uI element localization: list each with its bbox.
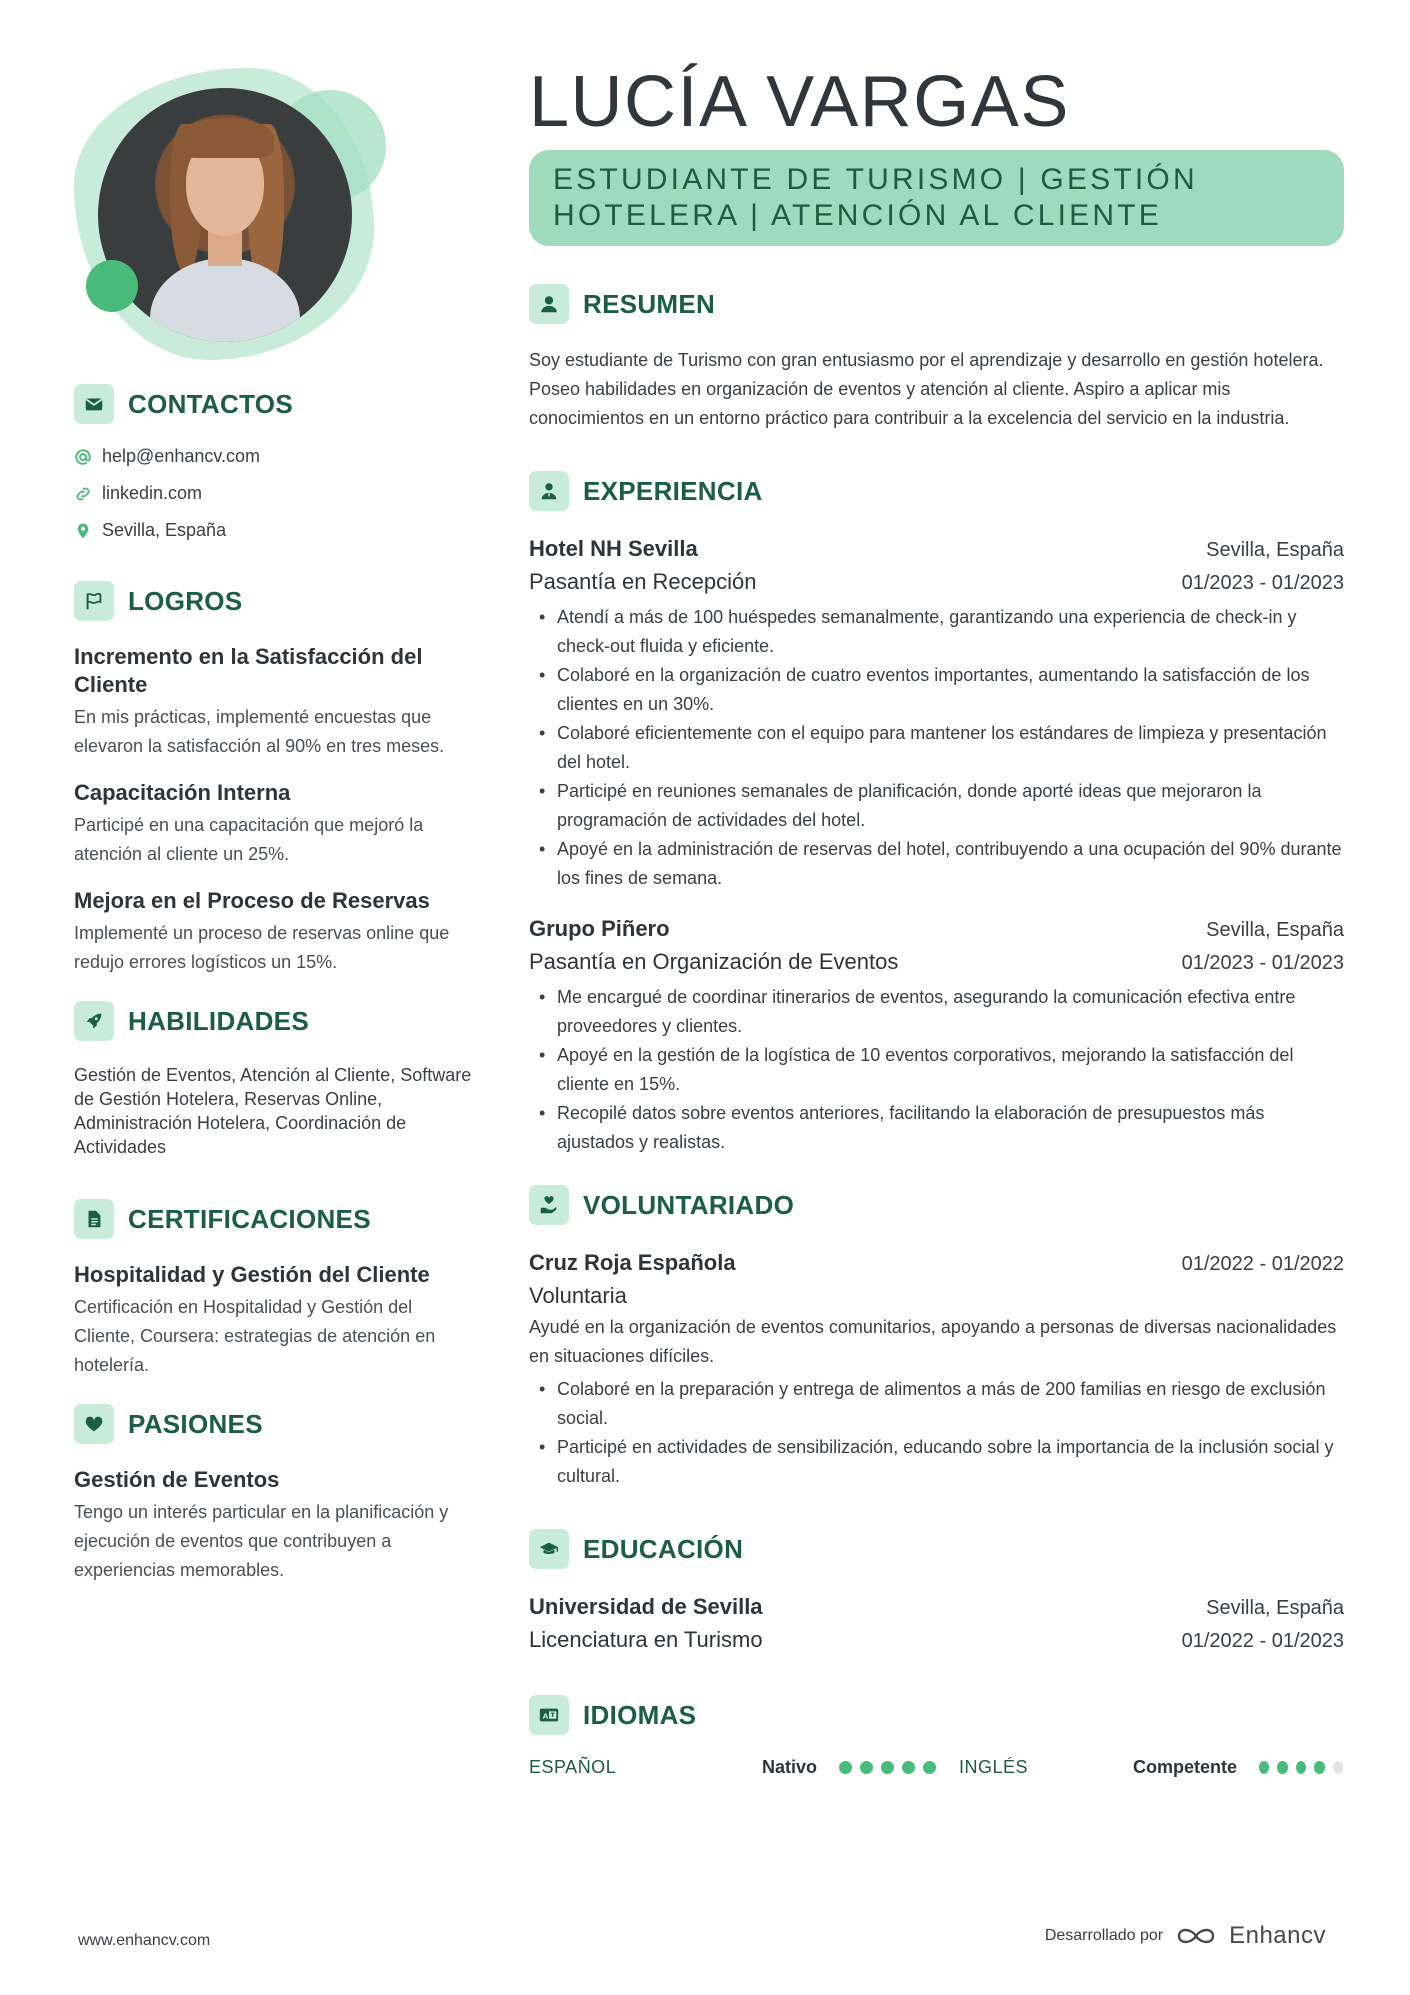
section-title: PASIONES bbox=[128, 1408, 263, 1439]
infinity-logo-icon bbox=[1173, 1924, 1219, 1948]
section-title: LOGROS bbox=[128, 585, 243, 616]
contact-linkedin[interactable] bbox=[74, 483, 474, 504]
bullet-item: • Colaboré eficientemente con el equipo para mantener los estándares de limpieza y presentación del hotel. bbox=[529, 719, 1344, 777]
section-title: EDUCACIÓN bbox=[583, 1533, 744, 1564]
certification-item bbox=[74, 1261, 474, 1380]
summary-text: Soy estudiante de Turismo con gran entusiasmo por el aprendizaje y desarrollo en gestión hotelera. Poseo habilidades en organización de eventos y atención al cliente. Aspiro a aplicar mis conocimientos en un entorno práctico para contribuir a la excelencia del servicio en la industria. bbox=[529, 350, 1324, 428]
job-company: Grupo Piñero bbox=[529, 916, 670, 941]
volunteer-org: Cruz Roja Española bbox=[529, 1250, 736, 1275]
achievement-title: Mejora en el Proceso de Reservas bbox=[74, 888, 430, 913]
subtitle-line: ESTUDIANTE DE TURISMO | GESTIÓN bbox=[553, 163, 1198, 196]
achievement-item bbox=[74, 887, 474, 977]
rating-dot-filled bbox=[881, 1761, 894, 1774]
summary-section bbox=[529, 284, 1344, 433]
job-entry bbox=[529, 533, 1344, 893]
footer-branding bbox=[1045, 1922, 1326, 1950]
achievement-title: Capacitación Interna bbox=[74, 780, 291, 805]
left-column bbox=[74, 60, 474, 1625]
right-column bbox=[529, 58, 1344, 1778]
contact-location bbox=[74, 520, 474, 541]
rating-dot-filled bbox=[902, 1761, 915, 1774]
achievement-desc: En mis prácticas, implementé encuestas que elevaron la satisfacción al 90% en tres meses. bbox=[74, 707, 445, 756]
rating-dot-filled bbox=[1314, 1761, 1324, 1774]
passion-title: Gestión de Eventos bbox=[74, 1467, 280, 1492]
location-text: Sevilla, España bbox=[102, 520, 227, 540]
languages-section bbox=[529, 1695, 1344, 1778]
achievement-item bbox=[74, 643, 474, 761]
language-name: INGLÉS bbox=[959, 1757, 1029, 1777]
email-text: help@enhancv.com bbox=[102, 446, 261, 466]
bullet-item: • Apoyé en la gestión de la logística de 10 eventos corporativos, mejorando la satisfacción del cliente en 15%. bbox=[529, 1041, 1344, 1099]
powered-by-text: Desarrollado por bbox=[1044, 1927, 1164, 1944]
rating-dot-filled bbox=[1259, 1761, 1269, 1774]
translate-icon bbox=[529, 1695, 569, 1735]
linkedin-text: linkedin.com bbox=[102, 483, 203, 503]
flag-icon bbox=[74, 581, 114, 621]
section-title: CERTIFICACIONES bbox=[128, 1203, 371, 1234]
skills-text: Gestión de Eventos, Atención al Cliente, Software de Gestión Hotelera, Reservas Online, Administración Hotelera, Coordinación de Actividades bbox=[74, 1065, 472, 1157]
job-bullets bbox=[529, 603, 1344, 893]
volunteer-role: Voluntaria bbox=[529, 1283, 627, 1308]
language-level: Nativo bbox=[761, 1757, 817, 1777]
experience-section bbox=[529, 471, 1344, 1157]
bullet-item: • Colaboré en la preparación y entrega de alimentos a más de 200 familias en riesgo de exclusión social. bbox=[529, 1375, 1344, 1433]
document-icon bbox=[74, 1199, 114, 1239]
volunteer-bullets bbox=[529, 1375, 1344, 1491]
job-location: Sevilla, España bbox=[1206, 919, 1344, 941]
job-entry bbox=[529, 913, 1344, 1157]
location-pin-icon bbox=[74, 522, 92, 540]
passions-section bbox=[74, 1404, 474, 1585]
rating-dot-filled bbox=[860, 1761, 873, 1774]
bullet-item: • Participé en reuniones semanales de planificación, donde aporté ideas que mejoraron la programación de actividades del hotel. bbox=[529, 777, 1344, 835]
hand-heart-icon bbox=[529, 1185, 569, 1225]
job-dates: 01/2023 - 01/2023 bbox=[1181, 952, 1344, 974]
section-title: HABILIDADES bbox=[128, 1005, 309, 1036]
rating-dot-filled bbox=[1277, 1761, 1287, 1774]
education-section bbox=[529, 1529, 1344, 1657]
achievement-title: Incremento en la Satisfacción del Cliente bbox=[74, 644, 423, 697]
footer-website[interactable]: www.enhancv.com bbox=[78, 1932, 211, 1949]
bullet-item: • Recopilé datos sobre eventos anteriores, facilitando la elaboración de presupuestos más ajustados y realistas. bbox=[529, 1099, 1344, 1157]
achievements-section bbox=[74, 581, 474, 977]
link-icon bbox=[74, 485, 92, 503]
language-name: ESPAÑOL bbox=[529, 1757, 617, 1777]
bullet-item: • Me encargué de coordinar itinerarios de eventos, asegurando la comunicación efectiva entre proveedores y clientes. bbox=[529, 983, 1344, 1041]
certifications-section bbox=[74, 1199, 474, 1380]
rocket-icon bbox=[74, 1001, 114, 1041]
candidate-name: LUCÍA VARGAS bbox=[529, 62, 1070, 142]
graduation-cap-icon bbox=[529, 1529, 569, 1569]
education-degree: Licenciatura en Turismo bbox=[529, 1627, 763, 1652]
language-rating bbox=[839, 1761, 953, 1774]
job-bullets bbox=[529, 983, 1344, 1157]
rating-dot-filled bbox=[923, 1761, 936, 1774]
briefcase-user-icon bbox=[529, 471, 569, 511]
bullet-item: • Colaboré en la organización de cuatro eventos importantes, aumentando la satisfacción de los clientes en un 30%. bbox=[529, 661, 1344, 719]
passion-desc: Tengo un interés particular en la planificación y ejecución de eventos que contribuyen a experiencias memorables. bbox=[74, 1502, 449, 1580]
achievement-desc: Implementé un proceso de reservas online que redujo errores logísticos un 15%. bbox=[74, 923, 450, 972]
job-company: Hotel NH Sevilla bbox=[529, 536, 698, 561]
section-title: EXPERIENCIA bbox=[583, 475, 763, 506]
at-icon bbox=[74, 448, 92, 466]
section-title: VOLUNTARIADO bbox=[583, 1189, 795, 1220]
rating-dot-filled bbox=[1296, 1761, 1306, 1774]
bullet-item: • Apoyé en la administración de reservas del hotel, contribuyendo a una ocupación del 90% durante los fines de semana. bbox=[529, 835, 1344, 893]
rating-dot-empty bbox=[1333, 1761, 1343, 1774]
envelope-icon bbox=[74, 384, 114, 424]
job-dates: 01/2023 - 01/2023 bbox=[1181, 572, 1344, 594]
job-location: Sevilla, España bbox=[1206, 539, 1344, 561]
language-rating bbox=[1259, 1761, 1343, 1774]
job-role: Pasantía en Organización de Eventos bbox=[529, 949, 899, 974]
volunteering-section bbox=[529, 1185, 1344, 1491]
candidate-subtitle bbox=[529, 150, 1344, 246]
language-list bbox=[529, 1757, 1344, 1778]
brand-name: Enhancv bbox=[1229, 1922, 1326, 1949]
certification-title: Hospitalidad y Gestión del Cliente bbox=[74, 1262, 430, 1287]
heart-icon bbox=[74, 1404, 114, 1444]
user-icon bbox=[529, 284, 569, 324]
section-title: RESUMEN bbox=[583, 288, 716, 319]
bullet-item: • Participé en actividades de sensibilización, educando sobre la importancia de la inclusión social y cultural. bbox=[529, 1433, 1344, 1491]
education-location: Sevilla, España bbox=[1206, 1597, 1344, 1619]
profile-photo-area bbox=[74, 60, 394, 360]
contacts-section bbox=[74, 384, 474, 541]
education-dates: 01/2022 - 01/2023 bbox=[1181, 1630, 1344, 1652]
certification-desc: Certificación en Hospitalidad y Gestión del Cliente, Coursera: estrategias de atención en hotelería. bbox=[74, 1297, 436, 1375]
skills-section bbox=[74, 1001, 474, 1159]
decor-dot bbox=[86, 260, 138, 312]
language-level: Competente bbox=[1132, 1757, 1237, 1777]
contact-email[interactable] bbox=[74, 446, 474, 467]
volunteer-dates: 01/2022 - 01/2022 bbox=[1181, 1253, 1344, 1275]
profile-photo bbox=[98, 88, 352, 342]
passion-item bbox=[74, 1466, 474, 1585]
rating-dot-filled bbox=[839, 1761, 852, 1774]
svg-text:A: A bbox=[542, 1711, 549, 1721]
achievement-desc: Participé en una capacitación que mejoró la atención al cliente un 25%. bbox=[74, 815, 424, 864]
section-title: IDIOMAS bbox=[583, 1699, 697, 1730]
section-title: CONTACTOS bbox=[128, 388, 293, 419]
volunteer-desc: Ayudé en la organización de eventos comunitarios, apoyando a personas de diversas nacionalidades en situaciones difíciles. bbox=[529, 1317, 1337, 1366]
subtitle-line: HOTELERA | ATENCIÓN AL CLIENTE bbox=[553, 199, 1162, 232]
education-school: Universidad de Sevilla bbox=[529, 1594, 763, 1619]
achievement-item bbox=[74, 779, 474, 869]
bullet-item: • Atendí a más de 100 huéspedes semanalmente, garantizando una experiencia de check-in y check-out fluida y eficiente. bbox=[529, 603, 1344, 661]
job-role: Pasantía en Recepción bbox=[529, 569, 757, 594]
